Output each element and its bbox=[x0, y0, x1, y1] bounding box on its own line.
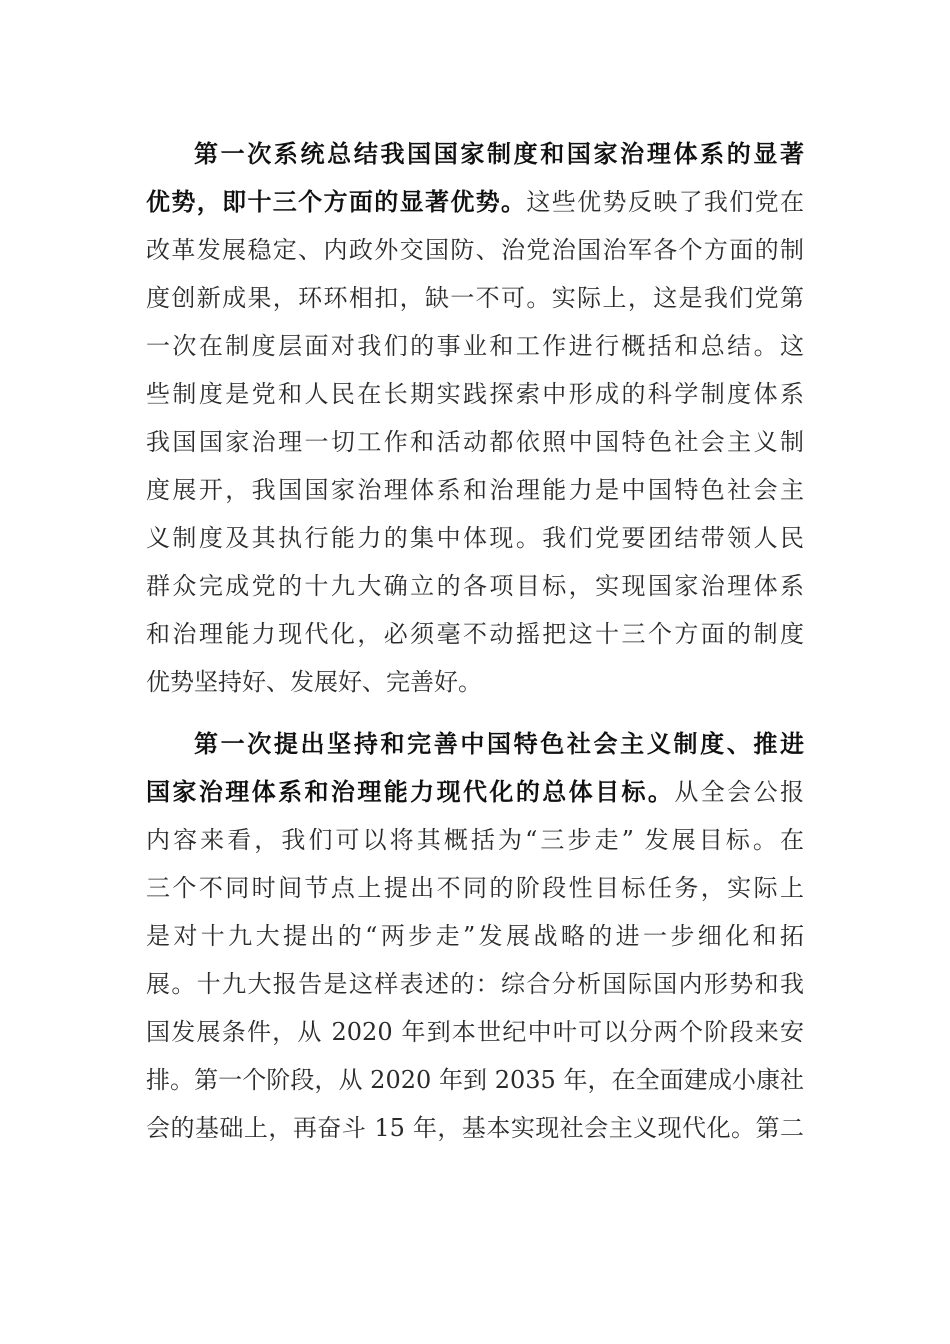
text-line bbox=[146, 1108, 804, 1148]
body-text: 度创新成果，环环相扣，缺一不可。实际上，这是我们党第 bbox=[146, 284, 804, 312]
text-line bbox=[146, 374, 804, 414]
body-text: 改革发展稳定、内政外交国防、治党治国治军各个方面的制 bbox=[146, 236, 804, 264]
body-text: 国发展条件，从 2020 年到本世纪中叶可以分两个阶段来安 bbox=[146, 1018, 804, 1046]
body-text: 会的基础上，再奋斗 15 年，基本实现社会主义现代化。第二 bbox=[146, 1114, 804, 1142]
body-text: 排。第一个阶段，从 2020 年到 2035 年，在全面建成小康社 bbox=[146, 1066, 804, 1094]
text-line bbox=[194, 724, 804, 764]
body-text: 从全会公报 bbox=[674, 778, 804, 806]
body-text: 内容来看，我们可以将其概括为“三步走” 发展目标。在 bbox=[146, 826, 804, 854]
body-text: 度展开，我国国家治理体系和治理能力是中国特色社会主 bbox=[146, 476, 804, 504]
text-line bbox=[146, 230, 804, 270]
body-text: 些制度是党和人民在长期实践探索中形成的科学制度体系 bbox=[146, 380, 804, 408]
text-line bbox=[146, 566, 804, 606]
text-line bbox=[146, 1060, 804, 1100]
text-line bbox=[146, 772, 804, 812]
text-line bbox=[146, 614, 804, 654]
text-line bbox=[194, 134, 804, 174]
text-line bbox=[146, 820, 804, 860]
body-text: 一次在制度层面对我们的事业和工作进行概括和总结。这 bbox=[146, 332, 804, 360]
text-line bbox=[146, 422, 804, 462]
text-line bbox=[146, 1012, 804, 1052]
body-text: 是对十九大提出的“两步走”发展战略的进一步细化和拓 bbox=[146, 922, 804, 950]
bold-heading-text: 国家治理体系和治理能力现代化的总体目标。 bbox=[146, 778, 675, 806]
text-line bbox=[146, 326, 804, 366]
body-text: 展。十九大报告是这样表述的：综合分析国际国内形势和我 bbox=[146, 970, 804, 998]
text-line bbox=[146, 182, 804, 222]
body-text: 群众完成党的十九大确立的各项目标，实现国家治理体系 bbox=[146, 572, 804, 600]
bold-heading-text: 第一次系统总结我国国家制度和国家治理体系的显著 bbox=[194, 140, 804, 168]
body-text: 我国国家治理一切工作和活动都依照中国特色社会主义制 bbox=[146, 428, 804, 456]
body-text: 义制度及其执行能力的集中体现。我们党要团结带领人民 bbox=[146, 524, 804, 552]
body-text: 三个不同时间节点上提出不同的阶段性目标任务，实际上 bbox=[146, 874, 804, 902]
text-line bbox=[146, 916, 804, 956]
body-text: 和治理能力现代化，必须毫不动摇把这十三个方面的制度 bbox=[146, 620, 804, 648]
text-line bbox=[146, 278, 804, 318]
text-line bbox=[146, 662, 804, 702]
text-line bbox=[146, 470, 804, 510]
text-line bbox=[146, 518, 804, 558]
bold-heading-text: 优势，即十三个方面的显著优势。 bbox=[146, 188, 527, 216]
text-line bbox=[146, 868, 804, 908]
text-line bbox=[146, 964, 804, 1004]
body-text: 优势坚持好、发展好、完善好。 bbox=[146, 668, 482, 696]
body-text: 这些优势反映了我们党在 bbox=[526, 188, 804, 216]
bold-heading-text: 第一次提出坚持和完善中国特色社会主义制度、推进 bbox=[194, 730, 804, 758]
